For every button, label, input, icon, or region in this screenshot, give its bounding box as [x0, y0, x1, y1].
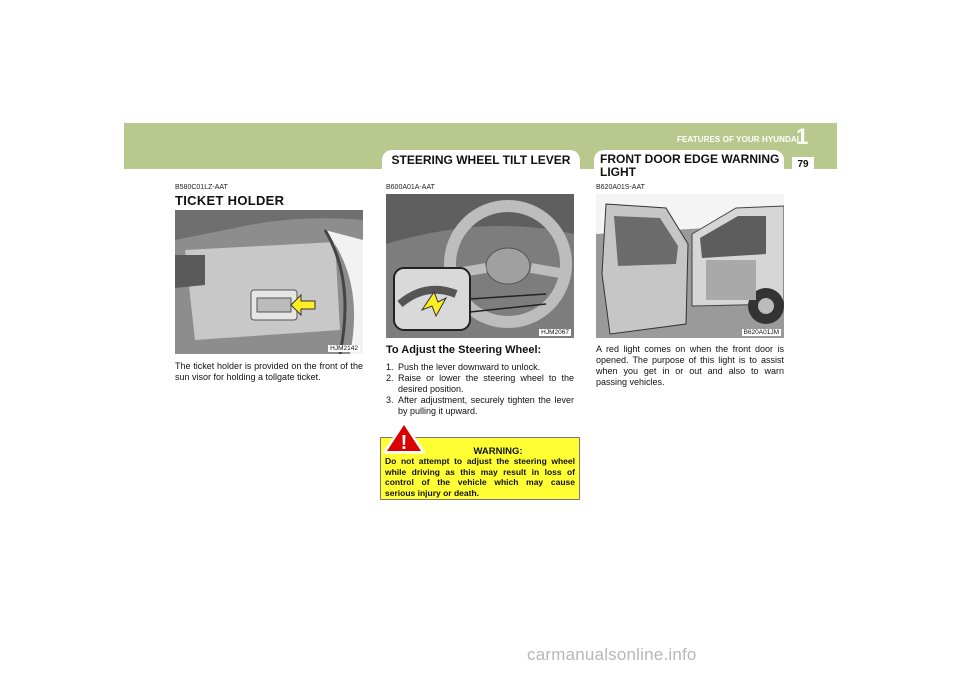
figure-ticket-holder [175, 210, 363, 354]
section-tab-steering: STEERING WHEEL TILT LEVER [382, 150, 580, 169]
steering-wheel-illustration [386, 194, 574, 338]
chapter-title: FEATURES OF YOUR HYUNDAI [677, 135, 800, 144]
figure-label: HJM2067 [541, 329, 569, 336]
sun-visor-illustration [175, 210, 363, 354]
section-code-steering: B600A01A-AAT [386, 184, 435, 191]
watermark: carmanualsonline.info [527, 645, 697, 664]
steering-steps-list [386, 362, 574, 417]
door-light-text: A red light comes on when the front door is opened. The purpose of this light is to assist when you get in or out and also to warn passing vehicles. [596, 344, 784, 387]
figure-door-edge-light [596, 194, 784, 338]
figure-steering-wheel [386, 194, 574, 338]
yellow-arrow-icon [290, 294, 316, 316]
figure-label: HJM2142 [330, 345, 358, 352]
list-item: 2. Raise or lower the steering wheel to the desired position. [386, 373, 574, 394]
page-number: 79 [792, 157, 814, 173]
section-tab-door-light: FRONT DOOR EDGE WARNING LIGHT [594, 150, 784, 182]
open-door-illustration [596, 194, 784, 338]
section-code-door-light: B620A01S-AAT [596, 184, 645, 191]
section-code-ticket: B580C01LZ-AAT [175, 184, 228, 191]
ticket-holder-text: The ticket holder is provided on the front of the sun visor for holding a tollgate ticket. [175, 361, 363, 382]
warning-title: WARNING: [473, 446, 523, 457]
steering-subheading: To Adjust the Steering Wheel: [386, 344, 542, 356]
list-item: 1. Push the lever downward to unlock. [386, 362, 541, 372]
warning-triangle-icon [382, 420, 426, 454]
svg-text:!: ! [400, 432, 408, 454]
heading-ticket-holder: TICKET HOLDER [175, 193, 285, 208]
list-item: 3. After adjustment, securely tighten the lever by pulling it upward. [386, 395, 574, 416]
warning-text: Do not attempt to adjust the steering wheel while driving as this may result in loss of control of the vehicle which may cause serious injury or death. [385, 456, 575, 498]
figure-label: B620A01JM [743, 329, 779, 336]
chapter-number: 1 [796, 124, 809, 149]
